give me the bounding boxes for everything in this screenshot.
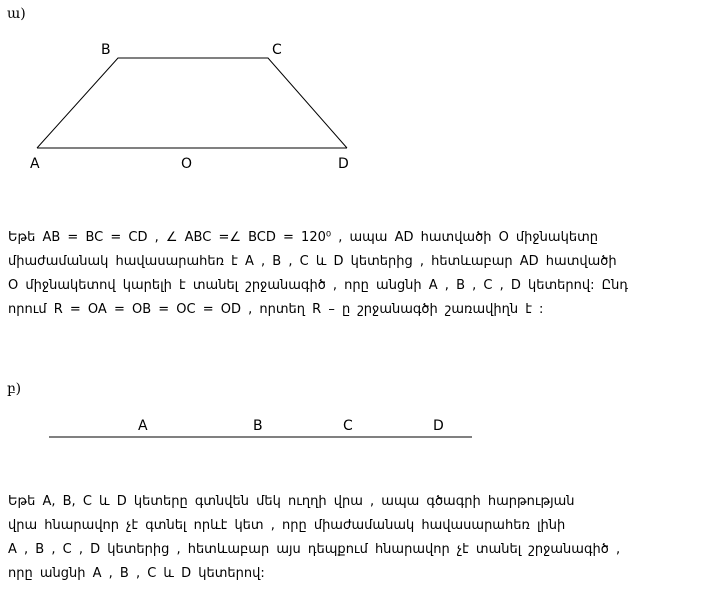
- part-a-label: ա): [7, 6, 26, 22]
- text-line: Եթե A, B, C և D կետերը գտնվեն մեկ ուղղի վրա , ապա գծագրի հարթության: [8, 494, 575, 509]
- text-line: միաժամանակ հավասարահեռ է A , B , C և D կետերից , հետևաբար AD հատվածի: [8, 254, 617, 269]
- point-label-d: D: [338, 156, 349, 172]
- point-label-a: A: [30, 156, 40, 172]
- part-a-explanation: [8, 226, 698, 322]
- text-line: վրա հնարավոր չէ գտնել որևէ կետ , որը միաժամանակ հավասարահեռ լինի: [8, 518, 566, 533]
- line-point-label-c: C: [343, 418, 353, 434]
- point-label-c: C: [272, 42, 282, 58]
- trapezoid-sides: [37, 58, 347, 148]
- text-line: A , B , C , D կետերից , հետևաբար այս դեպքում հնարավոր չէ տանել շրջանագիծ ,: [8, 542, 621, 557]
- text-line: Եթե AB = BC = CD , ∠ ABC =∠ BCD = 120⁰ , ապա AD հատվածի O միջնակետը: [8, 230, 598, 245]
- line-point-label-a: A: [138, 418, 148, 434]
- text-line: որը անցնի A , B , C և D կետերով:: [8, 566, 265, 581]
- line-point-label-d: D: [433, 418, 444, 434]
- line-point-label-b: B: [253, 418, 263, 434]
- part-b-explanation: [8, 490, 698, 586]
- text-line: որում R = OA = OB = OC = OD , որտեղ R – ը շրջանագծի շառավիղն է :: [8, 302, 544, 317]
- point-label-o: O: [181, 156, 193, 172]
- point-label-b: B: [101, 42, 111, 58]
- text-line: O միջնակետով կարելի է տանել շրջանագիծ , որը անցնի A , B , C , D կետերով: Ընդ: [8, 278, 628, 293]
- part-b-label: բ): [7, 381, 22, 397]
